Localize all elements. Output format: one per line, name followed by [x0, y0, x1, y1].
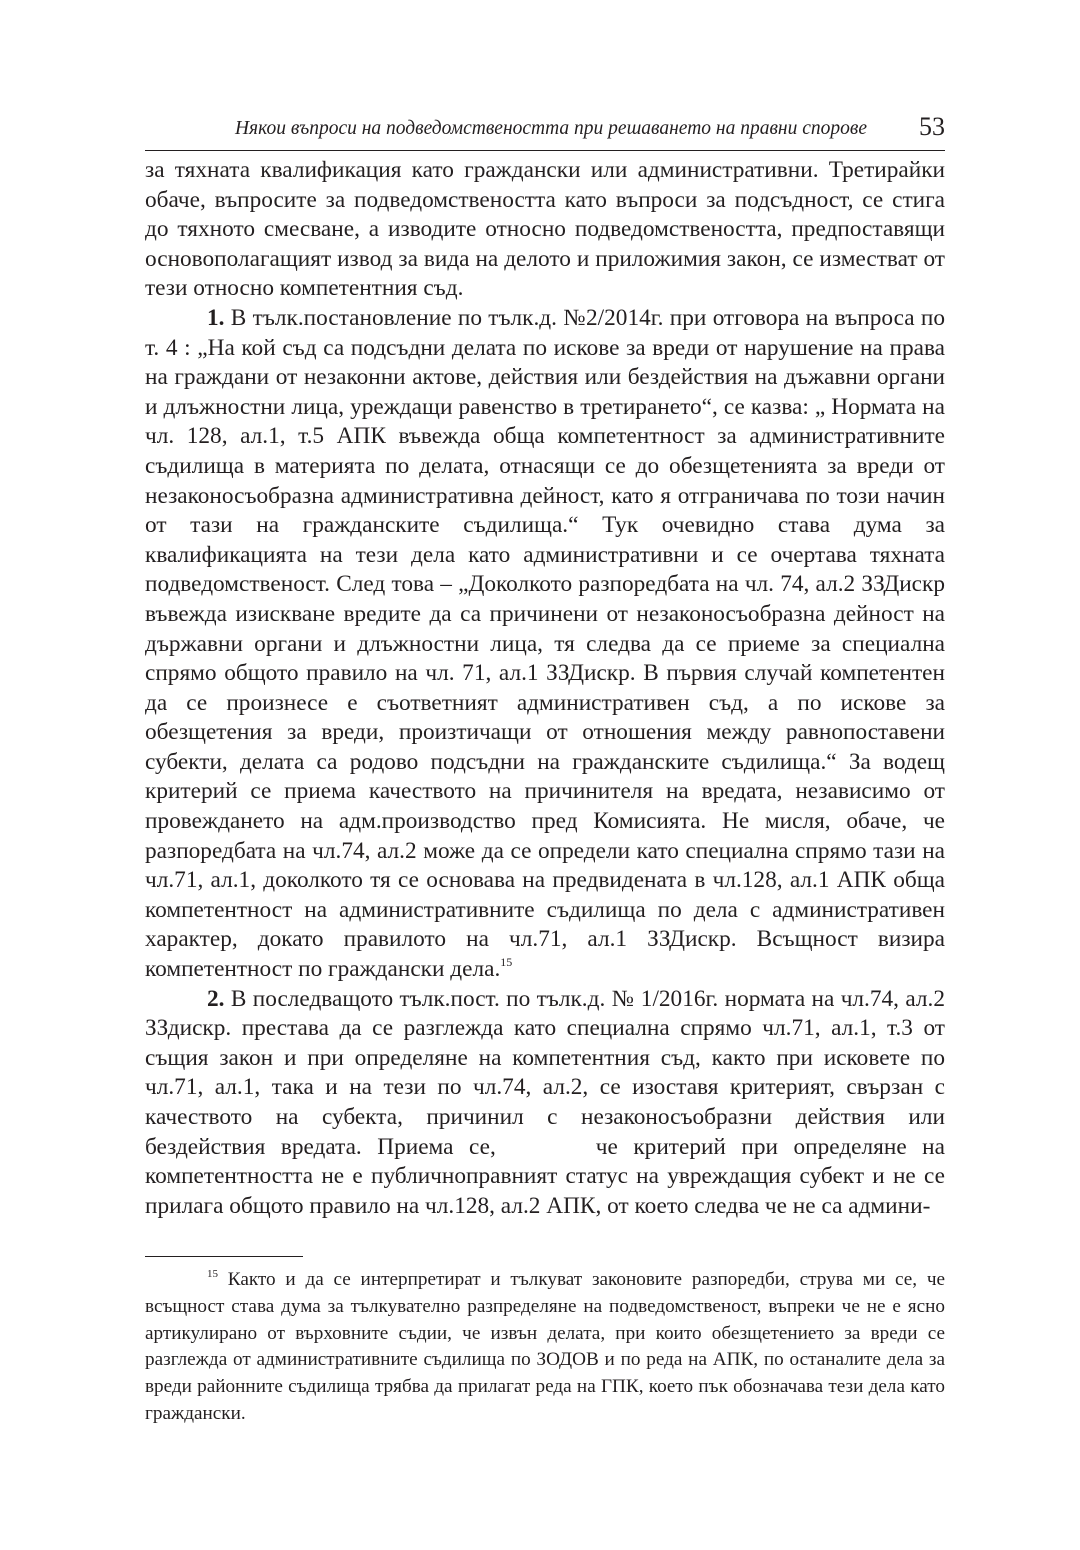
paragraph-1 — [145, 304, 945, 985]
paragraph-continued: за тяхната квалификация като граждански или административни. Третирайки обаче, въпросите за подведомствеността като въпроси за подсъдност, се стига до тяхното смесване, а изводите относно подведомствеността, предпоставящи основополагащият извод за вида на делото и приложимия закон, се изместват от тези относно компетентния съд. — [145, 157, 945, 302]
main-text — [145, 156, 945, 1221]
paragraph-number: 2. — [207, 985, 225, 1012]
footnote-separator — [145, 1256, 303, 1257]
paragraph-number: 1. — [207, 304, 225, 331]
page-number: 53 — [919, 112, 945, 141]
running-header-title: Някои въпроси на подведомствеността при решаването на правни спорове — [234, 118, 867, 139]
footnote-text: Както и да се интерпретират и тълкуват законовите разпоредби, струва ми се, че всъщност става дума за тълкувателно разпределяне на подведомственост, въпреки че не е ясно артикулирано от върховните съдии, че извън делата, при които обезщетението за вреди се разглежда от административните съдилища по ЗОДОВ и по реда на АПК, по останалите дела за вреди районните съдилища трябва да прилагат реда на ГПК, което пък обозначава тези дела като граждански. — [145, 1269, 945, 1424]
footnote-15 — [145, 1267, 945, 1428]
paragraph-text: В тълк.постановление по тълк.д. №2/2014г. при отговора на въпроса по т. 4 : „На кой съд са подсъдни делата по искове за вреди от нарушение на права на граждани от незаконни актове, действия или бездействия на дъжавни органи и длъжностни лица, уреждащи равенство в третирането“, се казва: „ Нормата на чл. 128, ал.1, т.5 АПК въвежда обща компетентност за административните съдилища в материята по делата, отнасящи се до обезщетенията за вреди от незаконосъобразна административна дейност, като я отграничава по този начин от тази на гражданските съдилища.“ Тук очевидно става дума за квалификацията на тези дела като административни и се очертава тяхната подведомственост. След това – „Доколкото разпоредбата на чл. 74, ал.2 ЗЗДискр въвежда изискване вредите да са причинени от незаконосъобразна дейност на държавни органи и длъжностни лица, тя следва да се приеме за специална спрямо общото правило на чл. 71, ал.1 ЗЗДискр. В първия случай компетентен да се произнесе е съответният административен съд, а по искове за обезщетения за вреди, произтичащи от отношения между равнопоставени субекти, делата са родово подсъдни на гражданските съдилища.“ За водещ критерий се приема качеството на причинителя на вредата, независимо от провеждането на адм.производство пред Комисията. Не мисля, обаче, че разпоредбата на чл.74, ал.2 може да се определи като специална спрямо тази на чл.71, ал.1, доколкото тя се основава на предвидената в чл.128, ал.1 АПК обща компетентност на административните съдилища по дела с административен характер, докато правилото на чл.71, ал.1 ЗЗДискр. Всъщност визира компетентност по граждански дела. — [145, 304, 945, 983]
footnote-reference: 15 — [500, 955, 513, 970]
paragraph-text: В последващото тълк.пост. по тълк.д. № 1/2016г. нормата на чл.74, ал.2 ЗЗдискр. престава да се разглежда като специална спрямо чл.71, ал.1, т.3 от същия закон и при определяне на компетентния съд, както при исковете по чл.71, ал.1, така и на тези по чл.74, ал.2, се изоставя критерият, свързан с качеството на субекта, причинил с незаконосъобразни действия или бездействия вредата. Приема се, — [145, 985, 945, 1160]
paragraph-text: че критерий при определяне на компетентността не е публичноправният статус на увреждащия субект и не се прилага общото правило на чл.128, ал.2 АПК, от което следва че не са админи- — [145, 1133, 945, 1219]
paragraph-2 — [145, 985, 945, 1222]
footnote-mark: 15 — [207, 1268, 218, 1280]
running-header — [145, 114, 945, 151]
footnote — [145, 1267, 945, 1428]
